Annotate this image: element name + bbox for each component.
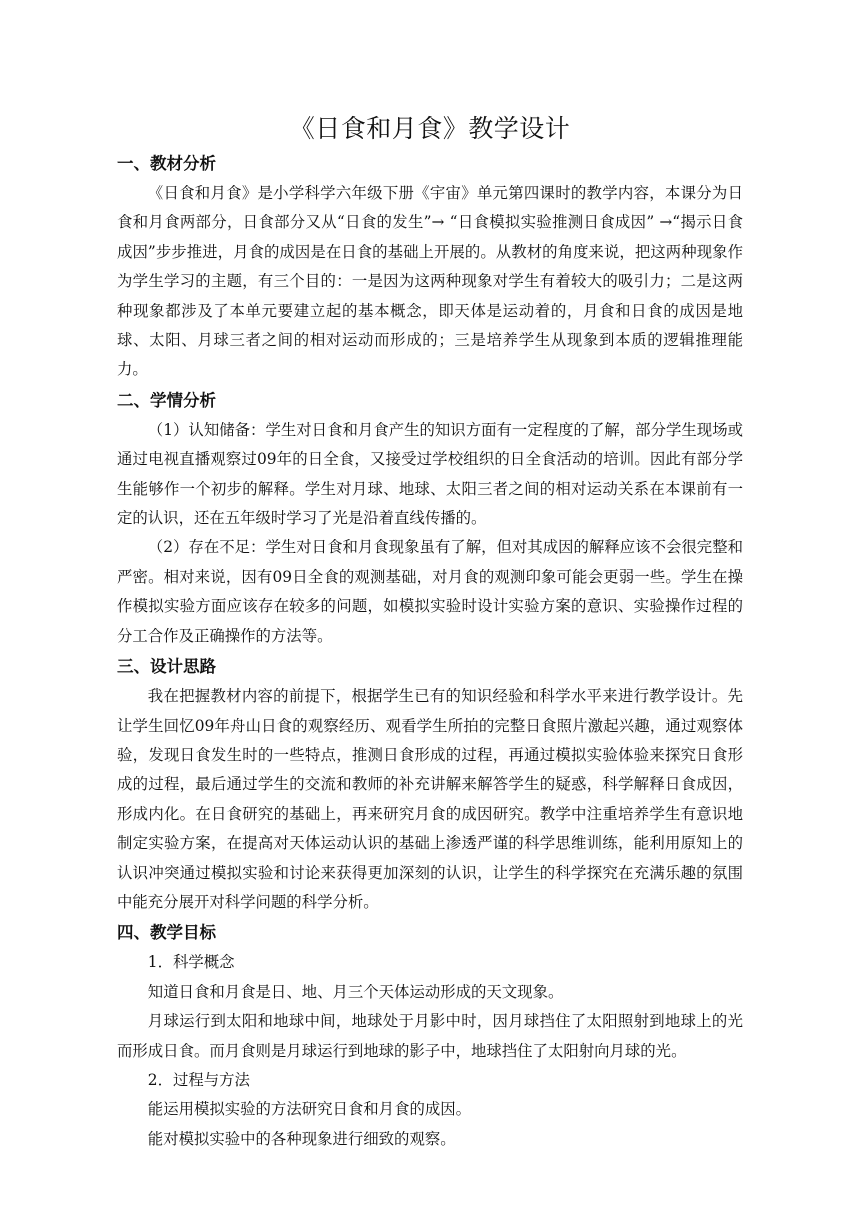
paragraph: （2）存在不足：学生对日食和月食现象虽有了解，但对其成因的解释应该不会很完整和严密。相对来说，因有09日全食的观测基础，对月食的观测印象可能会更弱一些。学生在操作模拟实验方面应该存在较多的问题，如模拟实验时设计实验方案的意识、实验操作过程的分工合作及正确操作的方法等。 [117,538,743,645]
document-body [117,148,743,1154]
subheading-science-concepts: 1．科学概念 [147,953,235,972]
paragraph: 我在把握教材内容的前提下，根据学生已有的知识经验和科学水平来进行教学设计。先让学生回忆09年舟山日食的观察经历、观看学生所拍的完整日食照片激起兴趣，通过观察体验，发现日食发生时的一些特点，推测日食形成的过程，再通过模拟实验体验来探究日食形成的过程，最后通过学生的交流和教师的补充讲解来解答学生的疑惑，科学解释日食成因，形成内化。在日食研究的基础上，再来研究月食的成因研究。教学中注重培养学生有意识地制定实验方案，在提高对天体运动认识的基础上渗透严谨的科学思维训练，能利用原知上的认识冲突通过模拟实验和讨论来获得更加深刻的认识，让学生的科学探究在充满乐趣的氛围中能充分展开对科学问题的科学分析。 [117,687,743,911]
section-heading-teaching-objectives: 四、教学目标 [117,923,216,943]
section-heading-design-rationale: 三、设计思路 [117,657,216,677]
paragraph: 月球运行到太阳和地球中间，地球处于月影中时，因月球挡住了太阳照射到地球上的光而形成日食。而月食则是月球运行到地球的影子中，地球挡住了太阳射向月球的光。 [117,1012,743,1060]
subheading-process-and-methods: 2．过程与方法 [147,1070,250,1089]
page-title: 《日食和月食》教学设计 [289,114,571,143]
paragraph: 知道日食和月食是日、地、月三个天体运动形成的天文现象。 [147,982,564,1001]
paragraph: 《日食和月食》是小学科学六年级下册《宇宙》单元第四课时的教学内容，本课分为日食和月食两部分，日食部分又从“日食的发生”→ “日食模拟实验推测日食成因” →“揭示日食成因”步步推进，月食的成因是在日食的基础上开展的。从教材的角度来说，把这两种现象作为学生学习的主题，有三个目的：一是因为这两种现象对学生有着较大的吸引力；二是这两种现象都涉及了本单元要建立起的基本概念，即天体是运动着的，月食和日食的成因是地球、太阳、月球三者之间的相对运动而形成的；三是培养学生从现象到本质的逻辑推理能力。 [117,184,743,379]
paragraph: 能对模拟实验中的各种现象进行细致的观察。 [147,1129,456,1148]
section-heading-learner-analysis: 二、学情分析 [117,390,216,410]
section-heading-textbook-analysis: 一、教材分析 [117,154,216,173]
paragraph: （1）认知储备：学生对日食和月食产生的知识方面有一定程度的了解，部分学生现场或通过电视直播观察过09年的日全食，又接受过学校组织的日全食活动的培训。因此有部分学生能够作一个初步的解释。学生对月球、地球、太阳三者之间的相对运动关系在本课前有一定的认识，还在五年级时学习了光是沿着直线传播的。 [117,420,743,528]
paragraph: 能运用模拟实验的方法研究日食和月食的成因。 [147,1100,472,1119]
